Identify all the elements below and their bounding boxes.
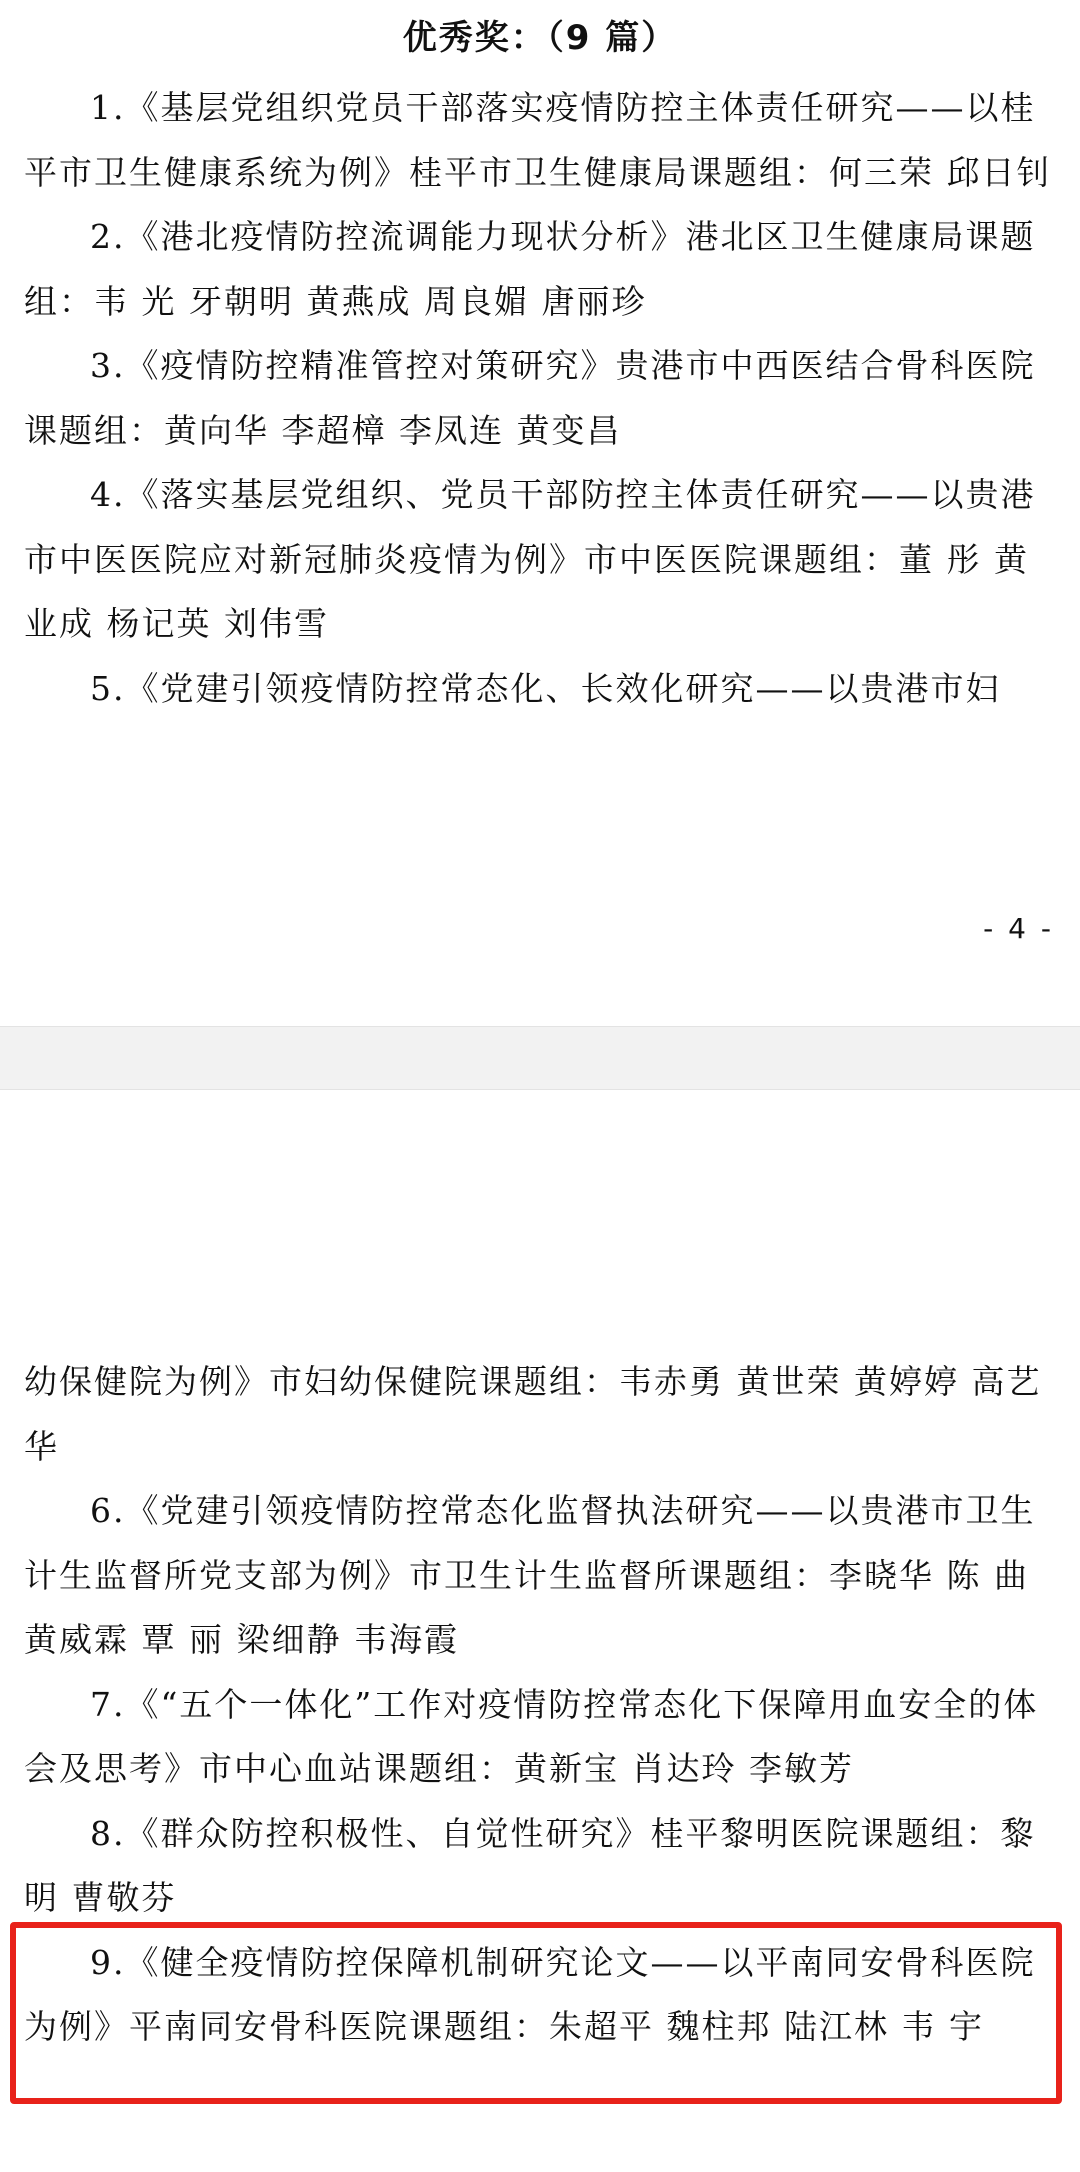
- page-number: - 4 -: [983, 912, 1054, 945]
- award-item-5-start: 5.《党建引领疫情防控常态化、长效化研究——以贵港市妇: [90, 668, 1001, 708]
- award-item-3: 3.《疫情防控精准管控对策研究》贵港市中西医结合骨科医院课题组：黄向华 李超樟 李凤连 黄变昌: [24, 346, 1036, 450]
- award-item-2: 2.《港北疫情防控流调能力现状分析》港北区卫生健康局课题组：韦 光 牙朝明 黄燕成 周良媚 唐丽珍: [24, 217, 1036, 321]
- award-item-7: 7.《“五个一体化”工作对疫情防控常态化下保障用血安全的体会及思考》市中心血站课题组：黄新宝 肖达玲 李敏芳: [24, 1684, 1039, 1788]
- document-page-bottom: [0, 1090, 1080, 2172]
- award-list-top: [24, 76, 1054, 721]
- document-page-top: [0, 0, 1080, 1026]
- award-item-4: 4.《落实基层党组织、党员干部防控主体责任研究——以贵港市中医医院应对新冠肺炎疫情为例》市中医医院课题组：董 彤 黄业成 杨记英 刘伟雪: [24, 475, 1036, 643]
- award-item-1: 1.《基层党组织党员干部落实疫情防控主体责任研究——以桂平市卫生健康系统为例》桂平市卫生健康局课题组：何三荣 邱日钊: [24, 88, 1052, 192]
- award-item-5-continuation: 幼保健院为例》市妇幼保健院课题组：韦赤勇 黄世荣 黄婷婷 高艺华: [24, 1362, 1042, 1466]
- page-separator: [0, 1026, 1080, 1090]
- award-item-8: 8.《群众防控积极性、自觉性研究》桂平黎明医院课题组：黎 明 曹敬芬: [24, 1813, 1036, 1917]
- award-item-9: 9.《健全疫情防控保障机制研究论文——以平南同安骨科医院为例》平南同安骨科医院课题组：朱超平 魏柱邦 陆江林 韦 宇: [24, 1942, 1036, 2046]
- award-list-bottom: [24, 1350, 1054, 2060]
- award-item-6: 6.《党建引领疫情防控常态化监督执法研究——以贵港市卫生计生监督所党支部为例》市卫生计生监督所课题组：李晓华 陈 曲 黄威霖 覃 丽 梁细静 韦海霞: [24, 1491, 1036, 1659]
- award-heading: 优秀奖：（9 篇）: [402, 18, 678, 58]
